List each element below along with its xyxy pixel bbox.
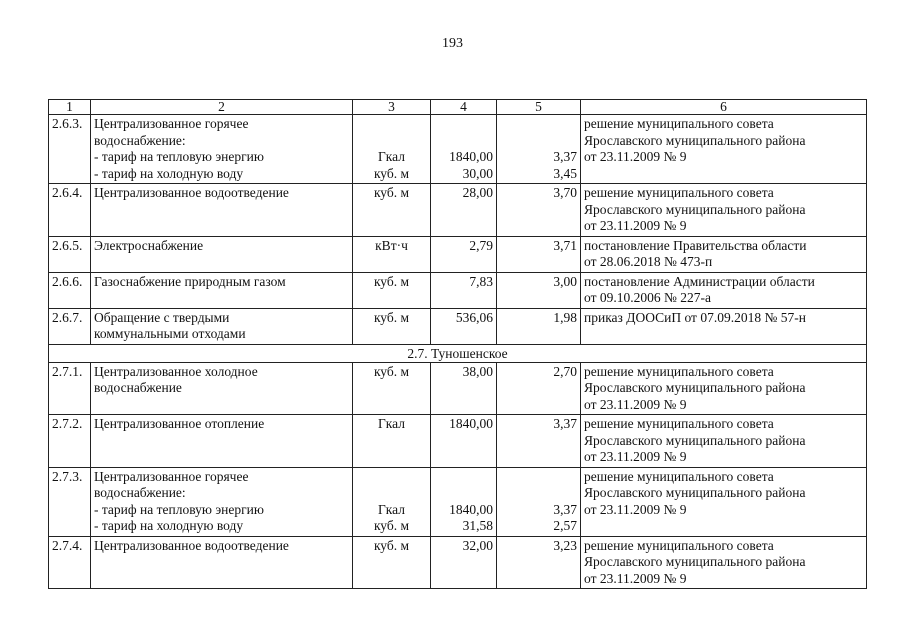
row-number: 2.7.3. [49, 467, 91, 536]
legal-basis-line: решение муниципального совета [584, 363, 774, 379]
rate-cell-line: 32,00 [462, 537, 493, 553]
rate-cell [497, 362, 581, 415]
unit-cell [353, 236, 431, 272]
legal-basis [581, 236, 867, 272]
row-number: 2.7.2. [49, 415, 91, 468]
rate-cell-line [500, 485, 577, 502]
legal-basis-line: решение муниципального совета [584, 468, 774, 484]
legal-basis-line: от 28.06.2018 № 473-п [584, 254, 713, 269]
legal-basis-line: Ярославского муниципального района [584, 554, 806, 569]
rate-cell-line: 30,00 [462, 165, 493, 181]
row-number: 2.6.7. [49, 308, 91, 344]
rate-cell-line: 7,83 [469, 273, 493, 289]
unit-cell-line: куб. м [373, 309, 410, 325]
unit-cell [353, 362, 431, 415]
legal-basis-line: Ярославского муниципального района [584, 485, 806, 500]
table-row [49, 236, 867, 272]
legal-basis [581, 308, 867, 344]
legal-basis-line: от 23.11.2009 № 9 [584, 149, 687, 164]
legal-basis-line: от 23.11.2009 № 9 [584, 218, 687, 233]
legal-basis [581, 536, 867, 589]
rate-cell [497, 308, 581, 344]
unit-cell-line [356, 116, 427, 133]
legal-basis-line: Ярославского муниципального района [584, 432, 806, 448]
unit-cell [353, 115, 431, 184]
unit-cell-line: куб. м [373, 537, 410, 553]
service-name [91, 467, 353, 536]
rate-cell-line: 31,58 [462, 518, 493, 533]
rate-cell-line [500, 116, 577, 133]
service-name [91, 415, 353, 468]
unit-cell [353, 536, 431, 589]
column-header: 2 [91, 100, 353, 115]
service-name-line: водоснабжение: [94, 485, 186, 500]
rate-cell [497, 467, 581, 536]
rate-cell-line: 3,00 [553, 273, 577, 289]
rate-cell-line: 38,00 [462, 363, 493, 379]
row-number: 2.7.1. [49, 362, 91, 415]
service-name [91, 184, 353, 237]
row-number: 2.7.4. [49, 536, 91, 589]
column-header: 1 [49, 100, 91, 115]
column-header: 5 [497, 100, 581, 115]
rate-cell-line [500, 469, 577, 486]
rate-cell [431, 467, 497, 536]
unit-cell-line: кВт·ч [375, 237, 408, 253]
unit-cell [353, 415, 431, 468]
legal-basis-line: Ярославского муниципального района [584, 380, 806, 395]
table-row [49, 184, 867, 237]
rate-cell [431, 236, 497, 272]
rate-cell [431, 184, 497, 237]
service-name-line: Газоснабжение природным газом [94, 273, 286, 289]
legal-basis-line: от 23.11.2009 № 9 [584, 396, 687, 412]
rate-cell-line: 3,37 [553, 416, 577, 431]
service-name-line: водоснабжение [94, 380, 182, 395]
legal-basis-line: постановление Правительства области [584, 237, 807, 253]
table-row [49, 115, 867, 184]
table-row [49, 308, 867, 344]
service-name-line: Централизованное горячее [94, 116, 249, 131]
unit-cell-line: куб. м [373, 165, 410, 181]
rate-cell-line [434, 133, 493, 150]
section-title: 2.7. Туношенское [49, 344, 867, 362]
row-number: 2.6.4. [49, 184, 91, 237]
rate-cell-line: 3,23 [553, 537, 577, 553]
service-name-line: Электроснабжение [94, 237, 204, 253]
unit-cell-line: Гкал [377, 501, 405, 517]
row-number: 2.6.6. [49, 272, 91, 308]
legal-basis-line: от 23.11.2009 № 9 [584, 501, 687, 517]
rate-cell [497, 115, 581, 184]
rate-cell-line: 2,70 [553, 363, 577, 379]
rate-cell [431, 308, 497, 344]
unit-cell [353, 308, 431, 344]
service-name-line: водоснабжение: [94, 132, 186, 148]
rate-cell [497, 236, 581, 272]
rate-cell-line: 2,79 [469, 237, 493, 253]
table-row [49, 272, 867, 308]
legal-basis [581, 272, 867, 308]
service-name [91, 115, 353, 184]
legal-basis [581, 184, 867, 237]
service-name [91, 362, 353, 415]
unit-cell-line: куб. м [373, 273, 410, 289]
column-header: 3 [353, 100, 431, 115]
service-name-line: коммунальными отходами [94, 326, 246, 341]
legal-basis-line: решение муниципального совета [584, 116, 774, 131]
rate-cell-line [434, 485, 493, 502]
service-name-line: Централизованное водоотведение [94, 537, 289, 553]
service-name [91, 308, 353, 344]
rate-cell-line: 3,37 [553, 501, 577, 517]
legal-basis-line: от 09.10.2006 № 227-а [584, 290, 711, 305]
legal-basis [581, 115, 867, 184]
legal-basis-line: решение муниципального совета [584, 416, 774, 431]
rate-cell-line: 3,70 [553, 185, 577, 200]
legal-basis-line: от 23.11.2009 № 9 [584, 570, 687, 586]
unit-cell-line: куб. м [373, 363, 410, 379]
table-row [49, 467, 867, 536]
service-name-line: Централизованное отопление [94, 416, 265, 431]
legal-basis-line: приказ ДООСиП от 07.09.2018 № 57-н [584, 309, 806, 325]
rate-cell [497, 272, 581, 308]
row-number: 2.6.5. [49, 236, 91, 272]
legal-basis-line: от 23.11.2009 № 9 [584, 449, 687, 464]
rate-cell-line: 1840,00 [449, 501, 493, 517]
rate-cell-line: 2,57 [553, 518, 577, 533]
row-number: 2.6.3. [49, 115, 91, 184]
unit-cell-line: куб. м [373, 518, 410, 533]
service-name-line: Обращение с твердыми [94, 309, 230, 325]
service-name-line: - тариф на тепловую энергию [94, 149, 264, 164]
rate-cell [431, 115, 497, 184]
rate-cell [497, 184, 581, 237]
rate-cell [431, 272, 497, 308]
legal-basis [581, 362, 867, 415]
table-row [49, 415, 867, 468]
rate-cell-line: 3,37 [553, 149, 577, 164]
rate-cell-line: 28,00 [462, 185, 493, 200]
rate-cell [431, 415, 497, 468]
unit-cell-line [356, 133, 427, 150]
table-row [49, 362, 867, 415]
rate-cell-line [434, 469, 493, 486]
rate-cell [431, 536, 497, 589]
unit-cell [353, 272, 431, 308]
rate-cell-line: 1,98 [553, 309, 577, 325]
rate-cell-line: 1840,00 [449, 416, 493, 431]
unit-cell-line: Гкал [377, 416, 405, 431]
tariff-table [48, 99, 867, 589]
table-header-row [49, 100, 867, 115]
legal-basis-line: решение муниципального совета [584, 537, 774, 553]
unit-cell-line [356, 469, 427, 486]
rate-cell-line: 1840,00 [449, 149, 493, 164]
column-header: 4 [431, 100, 497, 115]
rate-cell-line: 536,06 [455, 309, 493, 325]
legal-basis-line: постановление Администрации области [584, 273, 815, 289]
unit-cell-line [356, 485, 427, 502]
unit-cell-line: куб. м [373, 185, 410, 200]
rate-cell-line: 3,45 [553, 165, 577, 181]
service-name [91, 536, 353, 589]
legal-basis [581, 415, 867, 468]
service-name-line: Централизованное горячее [94, 468, 249, 484]
service-name-line: - тариф на тепловую энергию [94, 501, 264, 517]
rate-cell-line [500, 133, 577, 150]
service-name [91, 236, 353, 272]
service-name [91, 272, 353, 308]
service-name-line: Централизованное водоотведение [94, 185, 289, 200]
column-header: 6 [581, 100, 867, 115]
legal-basis-line: Ярославского муниципального района [584, 201, 806, 217]
section-row [49, 344, 867, 362]
legal-basis-line: решение муниципального совета [584, 185, 774, 200]
legal-basis [581, 467, 867, 536]
table-row [49, 536, 867, 589]
unit-cell [353, 184, 431, 237]
page-number: 193 [442, 36, 463, 51]
service-name-line: - тариф на холодную воду [94, 165, 244, 181]
rate-cell [497, 536, 581, 589]
unit-cell [353, 467, 431, 536]
service-name-line: Централизованное холодное [94, 363, 258, 379]
rate-cell-line [434, 116, 493, 133]
legal-basis-line: Ярославского муниципального района [584, 132, 806, 148]
rate-cell [431, 362, 497, 415]
rate-cell-line: 3,71 [553, 237, 577, 253]
service-name-line: - тариф на холодную воду [94, 518, 244, 533]
unit-cell-line: Гкал [377, 149, 405, 164]
rate-cell [497, 415, 581, 468]
